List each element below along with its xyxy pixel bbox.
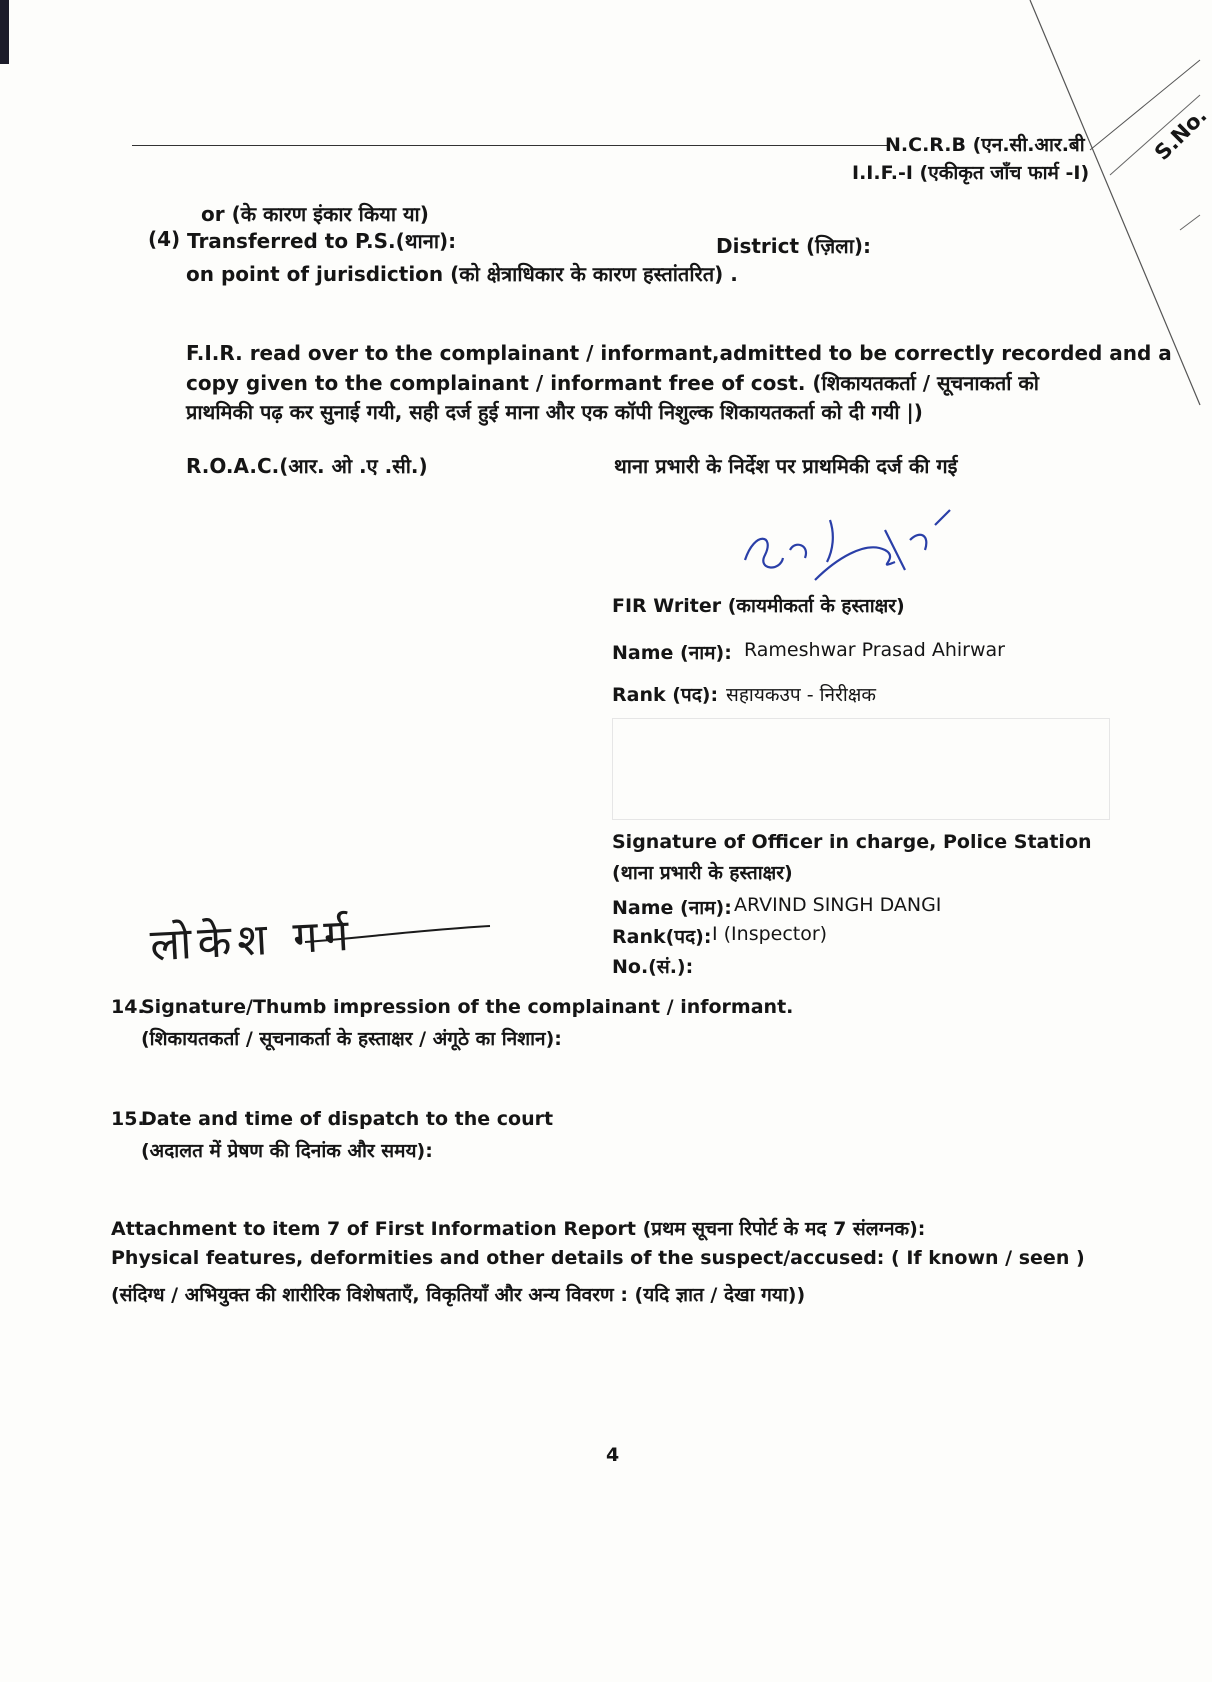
- attachment-line-1: Attachment to item 7 of First Information Report (प्रथम सूचना रिपोर्ट के मद 7 संलग्नक):: [111, 1218, 926, 1240]
- transfer-district-label: District (ज़िला):: [716, 234, 872, 258]
- officer-name-label: Name (नाम):: [612, 897, 732, 919]
- serial-number-label: S.No.: [1150, 103, 1212, 165]
- attachment-line-3: (संदिग्ध / अभियुक्त की शारीरिक विशेषताएँ, विकृतियाँ और अन्य विवरण : (यदि ज्ञात / देखा गया)): [111, 1284, 806, 1306]
- header-rule: [132, 145, 887, 146]
- fir-read-line-2: copy given to the complainant / informant free of cost. (शिकायतकर्ता / सूचनाकर्ता को: [186, 371, 1039, 395]
- officer-signature-label: Signature of Officer in charge, Police Station: [612, 831, 1092, 853]
- iif-label: I.I.F.-I (एकीकृत जाँच फार्म -I): [852, 162, 1090, 184]
- transfer-ps-label: Transferred to P.S.(थाना):: [187, 229, 457, 253]
- item-14-label-hindi: (शिकायतकर्ता / सूचनाकर्ता के हस्ताक्षर / अंगूठे का निशान):: [141, 1028, 562, 1050]
- complainant-signature-underline: [300, 920, 500, 950]
- fir-writer-label: FIR Writer (कायमीकर्ता के हस्ताक्षर): [612, 595, 905, 617]
- fir-writer-signature: [735, 500, 965, 600]
- ncrb-label: N.C.R.B (एन.सी.आर.बी: [885, 134, 1085, 156]
- officer-rank-value: I (Inspector): [712, 923, 828, 945]
- item-15-label-hindi: (अदालत में प्रेषण की दिनांक और समय):: [141, 1140, 433, 1162]
- fir-read-line-1: F.I.R. read over to the complainant / informant,admitted to be correctly recorded and a: [186, 341, 1172, 365]
- fir-writer-rank-value: सहायकउप - निरीक्षक: [726, 684, 876, 706]
- item-15-number: 15.: [111, 1108, 145, 1130]
- item-14-label: Signature/Thumb impression of the complainant / informant.: [141, 996, 794, 1018]
- officer-signature-box: [612, 718, 1110, 820]
- complainant-signature: लोकेश गर्ग: [148, 909, 356, 972]
- fir-writer-rank-label: Rank (पद):: [612, 684, 719, 706]
- refusal-or-line: or (के कारण इंकार किया या): [201, 202, 429, 226]
- item-15-label: Date and time of dispatch to the court: [141, 1108, 554, 1130]
- registered-on-direction-note: थाना प्रभारी के निर्देश पर प्राथमिकी दर्ज की गई: [614, 454, 958, 478]
- officer-rank-label: Rank(पद):: [612, 926, 712, 948]
- officer-signature-label-hindi: (थाना प्रभारी के हस्ताक्षर): [612, 862, 793, 884]
- attachment-line-2: Physical features, deformities and other details of the suspect/accused: ( If known / seen ): [111, 1247, 1085, 1269]
- fir-read-line-3: प्राथमिकी पढ़ कर सुनाई गयी, सही दर्ज हुई माना और एक कॉपी निशुल्क शिकायतकर्ता को दी गयी |): [186, 400, 923, 424]
- fir-writer-name-value: Rameshwar Prasad Ahirwar: [744, 639, 1005, 661]
- transfer-jurisdiction-line: on point of jurisdiction (को क्षेत्राधिकार के कारण हस्तांतरित) .: [186, 262, 738, 286]
- officer-number-label: No.(सं.):: [612, 956, 694, 978]
- roac-label: R.O.A.C.(आर. ओ .ए .सी.): [186, 454, 428, 478]
- item-14-number: 14.: [111, 996, 145, 1018]
- transfer-item-number: (4): [148, 227, 181, 251]
- officer-name-value: ARVIND SINGH DANGI: [734, 894, 942, 916]
- fir-writer-name-label: Name (नाम):: [612, 642, 732, 664]
- page-number: 4: [606, 1444, 620, 1466]
